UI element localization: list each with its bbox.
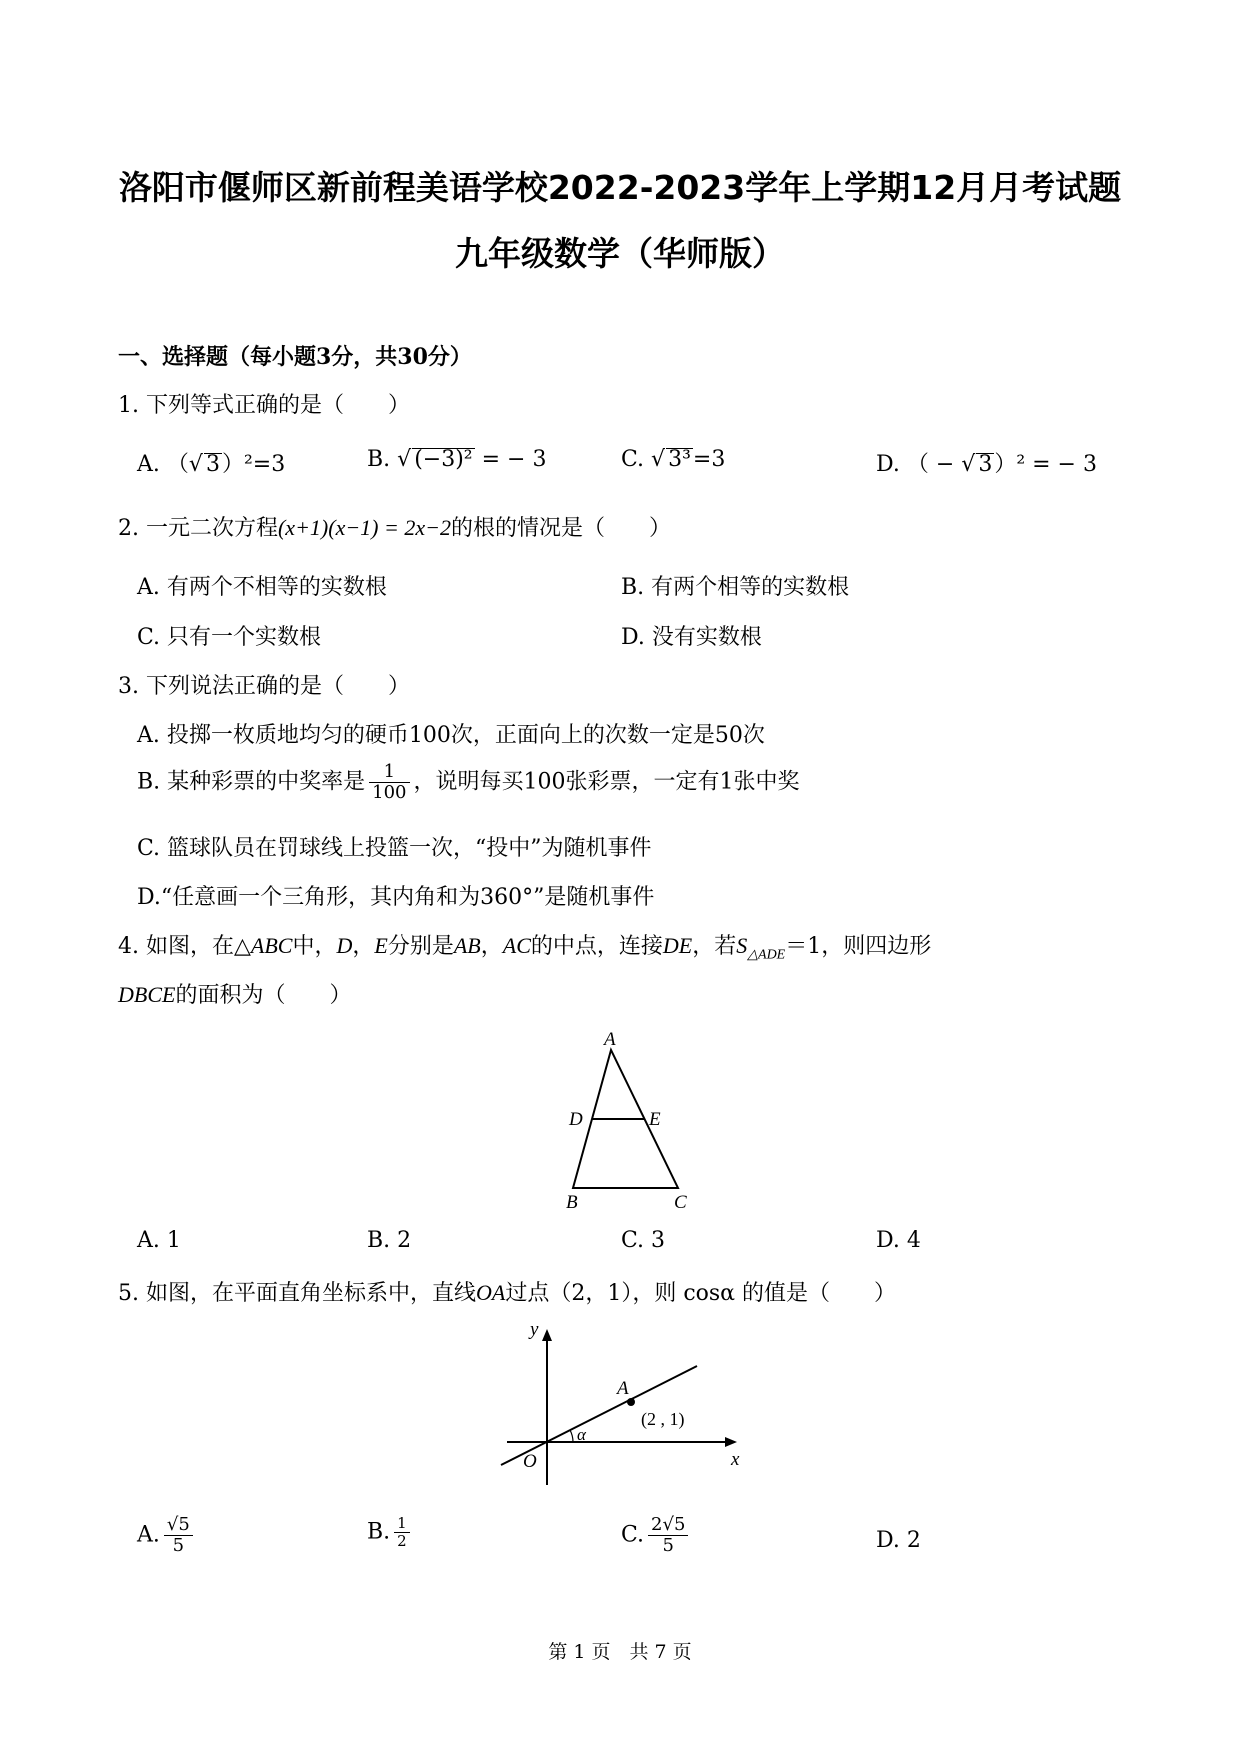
y-axis-arrow xyxy=(542,1329,552,1341)
label-d: D xyxy=(569,1109,583,1130)
section-heading: 一、选择题（每小题3分，共30分） xyxy=(118,344,472,370)
question-4-stem-line1: 4. 如图，在△ABC中，D，E分别是AB，AC的中点，连接DE，若$S_{\triangle ADE}=1$，则四边形 xyxy=(118,933,932,963)
q2-option-a: A. 有两个不相等的实数根 xyxy=(137,575,387,600)
label-o: O xyxy=(523,1451,537,1472)
page-footer: 第 1 页 共 7 页 xyxy=(548,1641,692,1663)
q3-option-c: C. 篮球队员在罚球线上投篮一次，“投中”为随机事件 xyxy=(137,836,652,861)
q2-option-b: B. 有两个相等的实数根 xyxy=(621,575,850,600)
label-e: E xyxy=(649,1109,661,1130)
label-y: y xyxy=(530,1319,539,1340)
q4-option-d: D. 4 xyxy=(876,1228,921,1253)
q4-option-c: C. 3 xyxy=(621,1228,666,1253)
q2-option-d: D. 没有实数根 xyxy=(621,625,762,650)
q3-option-b: B. 某种彩票的中奖率是 $\frac{1}{100}$ ，说明每买100张彩票，一定有1张中奖 xyxy=(137,761,800,803)
q3-option-a: A. 投掷一枚质地均匀的硬币100次，正面向上的次数一定是50次 xyxy=(137,723,765,748)
triangle-figure xyxy=(540,1025,700,1215)
exam-title: 洛阳市偃师区新前程美语学校2022-2023学年上学期12月月考试题 xyxy=(118,168,1122,207)
q1-option-b: B. √ (−3)² = − 3 xyxy=(367,447,547,472)
q1-option-a: A. （√ 3）²=3 xyxy=(137,452,286,477)
q2-equation: (x+1)(x−1) = 2x−2 xyxy=(277,515,451,540)
label-a-point: A xyxy=(617,1378,629,1399)
question-3-stem: 3. 下列说法正确的是（ ） xyxy=(118,674,410,699)
angle-arc xyxy=(570,1430,573,1442)
label-x: x xyxy=(731,1449,740,1470)
q1-option-d: D. （ − √ 3）² = − 3 xyxy=(876,452,1097,477)
q5-option-d: D. 2 xyxy=(876,1528,921,1553)
label-point-coords: (2 , 1) xyxy=(641,1409,685,1429)
q3-fraction: $\frac{1}{100}$ xyxy=(369,762,409,803)
question-1-stem: 1. 下列等式正确的是（ ） xyxy=(118,393,410,418)
exam-subtitle: 九年级数学（华师版） xyxy=(455,234,785,273)
coordinate-figure xyxy=(495,1315,755,1495)
label-a: A xyxy=(604,1029,616,1050)
x-axis-arrow xyxy=(725,1437,737,1447)
question-4-stem-line2: DBCE的面积为（ ） xyxy=(118,982,352,1008)
q4-option-b: B. 2 xyxy=(367,1228,412,1253)
q1-option-c: C. √ 3³=3 xyxy=(621,447,726,472)
label-c: C xyxy=(674,1192,687,1213)
q2-option-c: C. 只有一个实数根 xyxy=(137,625,322,650)
q5-option-a: A. $\frac{√5}{5}$ xyxy=(137,1515,197,1556)
q3-option-d: D.“任意画一个三角形，其内角和为360°”是随机事件 xyxy=(137,885,655,910)
q5-option-c: C. $\frac{2√5}{5}$ xyxy=(621,1515,692,1556)
label-b: B xyxy=(566,1192,578,1213)
question-5-stem: 5. 如图，在平面直角坐标系中，直线OA过点（2，1），则 cosα 的值是（ ） xyxy=(118,1280,897,1306)
question-2-stem: 2. 一元二次方程(x+1)(x−1) = 2x−2的根的情况是（ ） xyxy=(118,515,671,541)
point-a xyxy=(627,1398,635,1406)
label-alpha: α xyxy=(577,1425,586,1444)
q5-option-b: B. $\frac{1}{2}$ xyxy=(367,1515,414,1550)
q4-option-a: A. 1 xyxy=(137,1228,181,1253)
